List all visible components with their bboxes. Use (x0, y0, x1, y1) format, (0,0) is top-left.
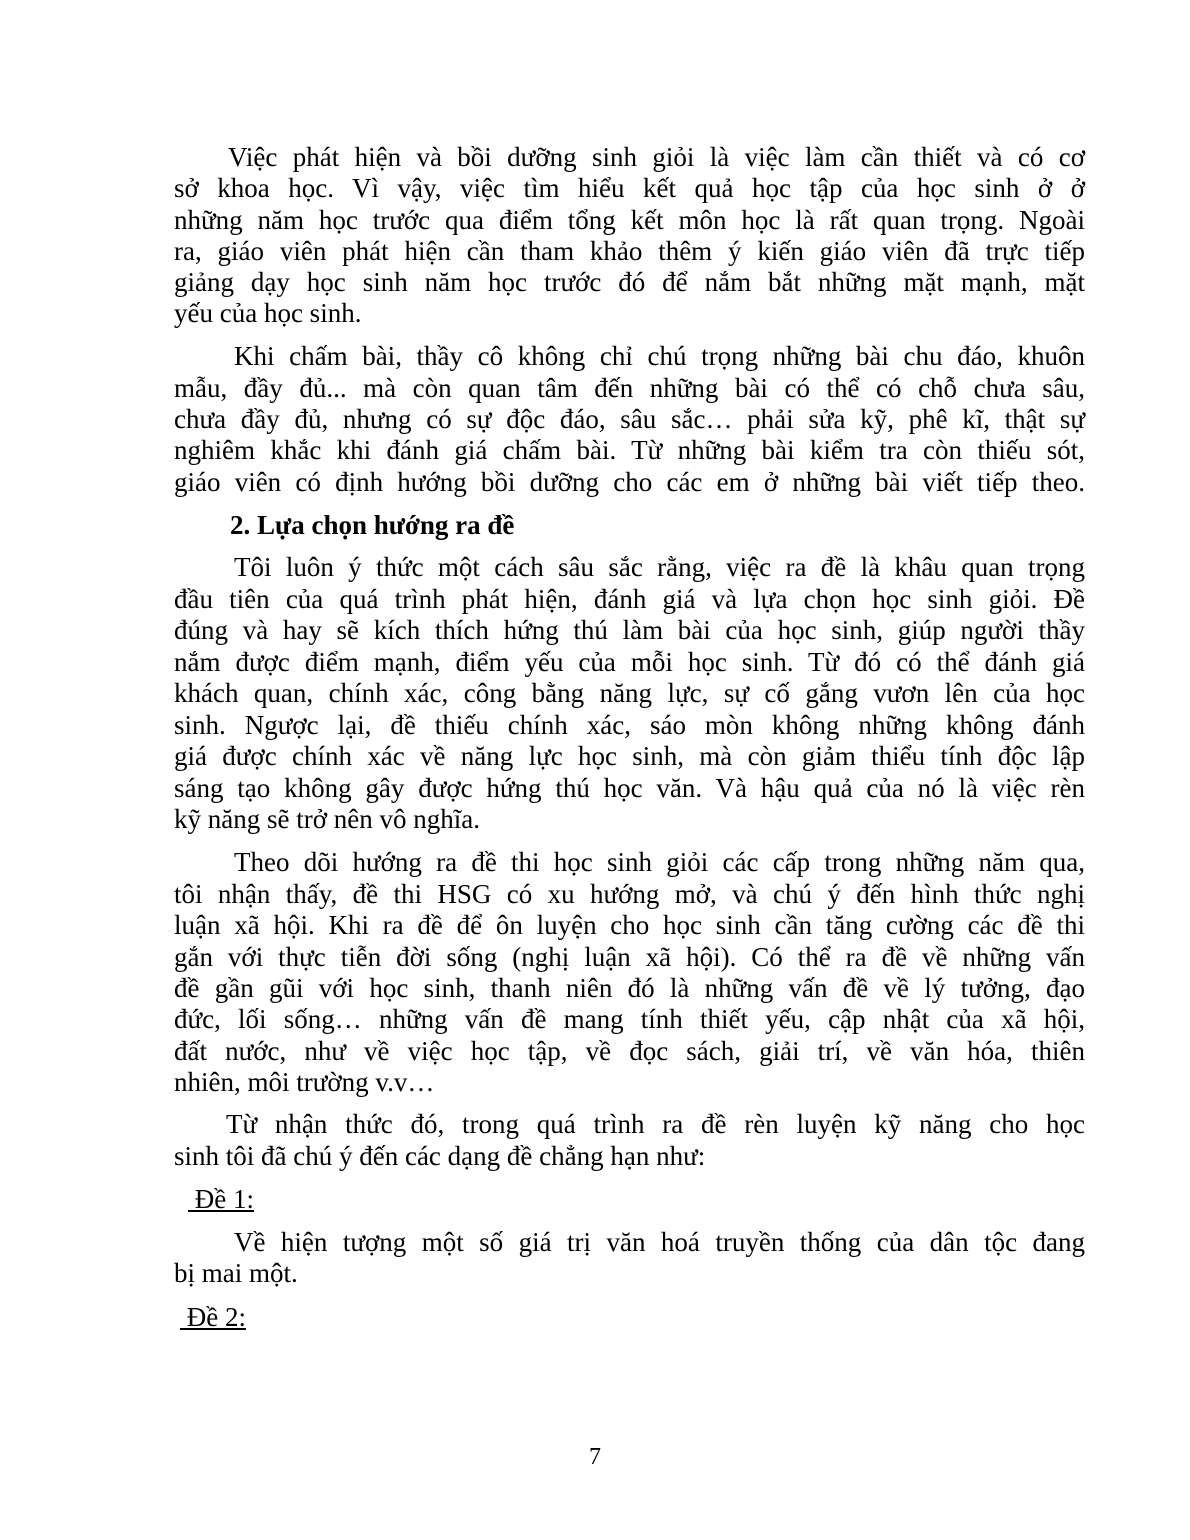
paragraph-3-line-4: nắm được điểm mạnh, điểm yếu của mỗi học sinh. Từ đó có thể đánh giá (174, 647, 1085, 677)
topic-2-label: Đề 2: (180, 1302, 246, 1332)
paragraph-1-line-4: ra, giáo viên phát hiện cần tham khảo thêm ý kiến giáo viên đã trực tiếp (174, 236, 1085, 266)
topic-1-label: Đề 1: (188, 1184, 254, 1214)
paragraph-4-line-5: đề gần gũi với học sinh, thanh niên đó là những vấn đề về lý tưởng, đạo (174, 973, 1085, 1003)
paragraph-3-line-5: khách quan, chính xác, công bằng năng lực, sự cố gắng vươn lên của học (174, 678, 1085, 708)
paragraph-3-line-9: kỹ năng sẽ trở nên vô nghĩa. (174, 804, 480, 834)
paragraph-5-line-2: sinh tôi đã chú ý đến các dạng đề chẳng hạn như: (174, 1141, 706, 1171)
paragraph-4-line-1: Theo dõi hướng ra đề thi học sinh giỏi các cấp trong những năm qua, (234, 847, 1085, 877)
paragraph-1-line-6: yếu của học sinh. (174, 298, 362, 328)
paragraph-3-line-8: sáng tạo không gây được hứng thú học văn. Và hậu quả của nó là việc rèn (174, 773, 1085, 803)
paragraph-2-line-2: mẫu, đầy đủ... mà còn quan tâm đến những bài có thể có chỗ chưa sâu, (174, 373, 1085, 403)
paragraph-4-line-8: nhiên, môi trường v.v… (174, 1067, 435, 1097)
paragraph-4-line-7: đất nước, như về việc học tập, về đọc sách, giải trí, về văn hóa, thiên (174, 1036, 1085, 1066)
paragraph-2-line-4: nghiêm khắc khi đánh giá chấm bài. Từ những bài kiểm tra còn thiếu sót, (174, 435, 1085, 465)
paragraph-4-line-6: đức, lối sống… những vấn đề mang tính thiết yếu, cập nhật của xã hội, (174, 1004, 1085, 1034)
paragraph-3-line-1: Tôi luôn ý thức một cách sâu sắc rằng, việc ra đề là khâu quan trọng (234, 552, 1085, 582)
paragraph-1-line-5: giảng dạy học sinh năm học trước đó để nắm bắt những mặt mạnh, mặt (174, 267, 1085, 297)
paragraph-6-line-2: bị mai một. (174, 1258, 298, 1288)
section-heading: 2. Lựa chọn hướng ra đề (230, 510, 515, 540)
paragraph-2-line-3: chưa đầy đủ, nhưng có sự độc đáo, sâu sắc… phải sửa kỹ, phê kĩ, thật sự (174, 404, 1085, 434)
paragraph-1-line-2: sở khoa học. Vì vậy, việc tìm hiểu kết quả học tập của học sinh ở ở (174, 173, 1085, 203)
paragraph-2-line-5: giáo viên có định hướng bồi dưỡng cho các em ở những bài viết tiếp theo. (174, 467, 1085, 497)
paragraph-3-line-2: đầu tiên của quá trình phát hiện, đánh giá và lựa chọn học sinh giỏi. Đề (174, 584, 1085, 614)
paragraph-6-line-1: Về hiện tượng một số giá trị văn hoá truyền thống của dân tộc đang (234, 1227, 1085, 1257)
paragraph-5-line-1: Từ nhận thức đó, trong quá trình ra đề rèn luyện kỹ năng cho học (226, 1109, 1085, 1139)
paragraph-3-line-3: đúng và hay sẽ kích thích hứng thú làm bài của học sinh, giúp người thầy (174, 615, 1085, 645)
paragraph-4-line-4: gắn với thực tiễn đời sống (nghị luận xã hội). Có thể ra đề về những vấn (174, 942, 1085, 972)
paragraph-1-line-1: Việc phát hiện và bồi dưỡng sinh giỏi là việc làm cần thiết và có cơ (228, 142, 1085, 172)
paragraph-4-line-2: tôi nhận thấy, đề thi HSG có xu hướng mở, và chú ý đến hình thức nghị (174, 879, 1085, 909)
paragraph-3-line-7: giá được chính xác về năng lực học sinh, mà còn giảm thiểu tính độc lập (174, 741, 1085, 771)
page-number: 7 (589, 1444, 601, 1470)
paragraph-1-line-3: những năm học trước qua điểm tổng kết môn học là rất quan trọng. Ngoài (174, 205, 1085, 235)
paragraph-4-line-3: luận xã hội. Khi ra đề để ôn luyện cho học sinh cần tăng cường các đề thi (174, 910, 1085, 940)
paragraph-3-line-6: sinh. Ngược lại, đề thiếu chính xác, sáo mòn không những không đánh (174, 710, 1085, 740)
paragraph-2-line-1: Khi chấm bài, thầy cô không chỉ chú trọng những bài chu đáo, khuôn (234, 341, 1085, 371)
